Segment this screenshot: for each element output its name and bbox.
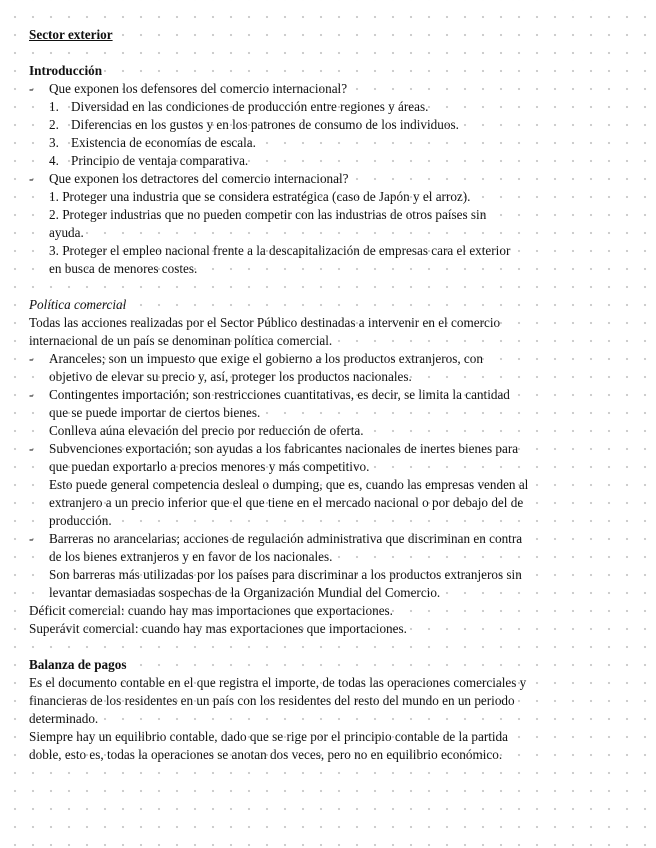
politica-intro: Todas las acciones realizadas por el Sector Público destinadas a intervenir en el comercio — [29, 315, 501, 330]
politica-heading: Política comercial — [29, 297, 127, 312]
politica-intro-cont: internacional de un país se denominan política comercial. — [29, 333, 333, 348]
document-page — [29, 26, 629, 764]
defensores-item — [29, 116, 629, 134]
item-number: 1. — [49, 99, 59, 114]
balanza-paragraph-1-end: determinado. — [29, 711, 99, 726]
item-text: Principio de ventaja comparativa. — [71, 153, 249, 168]
superavit-comercial: Superávit comercial: cuando hay mas exportaciones que importaciones. — [29, 621, 407, 636]
contingentes-item: - Contingentes importación; son restricciones cuantitativas, es decir, se limita la cantidad — [29, 386, 629, 404]
detractores-item-1: 1. Proteger una industria que se considera estratégica (caso de Japón y el arroz). — [49, 189, 471, 204]
intro-heading: Introducción — [29, 63, 103, 78]
aranceles-item-cont: objetivo de elevar su precio y, así, proteger los productos nacionales. — [49, 369, 412, 384]
item-number: 2. — [49, 117, 59, 132]
spacer — [29, 278, 629, 296]
subvenciones-item-note: Esto puede general competencia desleal o dumping, que es, cuando las empresas venden al — [49, 477, 529, 492]
balanza-paragraph-2: Siempre hay un equilibrio contable, dado que se rige por el principio contable de la partida — [29, 729, 508, 744]
intro-question-detractores: - Que exponen los detractores del comercio internacional? — [29, 170, 629, 188]
detractores-item-3: 3. Proteger el empleo nacional frente a la descapitalización de empresas cara el exterior — [49, 243, 511, 258]
detractores-item-2-cont: ayuda. — [49, 225, 84, 240]
spacer — [29, 44, 629, 62]
item-number: 4. — [49, 153, 59, 168]
balanza-heading: Balanza de pagos — [29, 657, 127, 672]
item-text: Diferencias en los gustos y en los patrones de consumo de los individuos. — [71, 117, 459, 132]
document-title: Sector exterior — [29, 27, 113, 42]
barreras-item: - Barreras no arancelarias; acciones de regulación administrativa que discriminan en contra — [29, 530, 629, 548]
detractores-item-3-cont: en busca de menores costes. — [49, 261, 198, 276]
balanza-paragraph-2-cont: doble, esto es, todas la operaciones se anotan dos veces, pero no en equilibrio económico. — [29, 747, 503, 762]
balanza-paragraph-1-cont: financieras de los residentes en un país con los residentes del resto del mundo en un periodo — [29, 693, 515, 708]
subvenciones-item-note-end: producción. — [49, 513, 112, 528]
defensores-item — [29, 98, 629, 116]
barreras-item-cont: de los bienes extranjeros y en favor de los nacionales. — [49, 549, 333, 564]
item-text: Existencia de economías de escala. — [71, 135, 256, 150]
defensores-item — [29, 134, 629, 152]
balanza-paragraph-1: Es el documento contable en el que registra el importe, de todas las operaciones comerciales y — [29, 675, 527, 690]
contingentes-item-note: Conlleva aúna elevación del precio por reducción de oferta. — [49, 423, 364, 438]
defensores-item — [29, 152, 629, 170]
item-number: 3. — [49, 135, 59, 150]
detractores-item-2: 2. Proteger industrias que no pueden competir con las industrias de otros países sin — [49, 207, 487, 222]
intro-question-defensores: - Que exponen los defensores del comercio internacional? — [29, 80, 629, 98]
subvenciones-item-note-cont: extranjero a un precio inferior que el que tiene en el mercado nacional o por debajo del de — [49, 495, 524, 510]
subvenciones-item: - Subvenciones exportación; son ayudas a los fabricantes nacionales de inertes bienes para — [29, 440, 629, 458]
deficit-comercial: Déficit comercial: cuando hay mas importaciones que exportaciones. — [29, 603, 393, 618]
aranceles-item: - Aranceles; son un impuesto que exige el gobierno a los productos extranjeros, con — [29, 350, 629, 368]
spacer — [29, 638, 629, 656]
subvenciones-item-cont: que puedan exportarlo a precios menores y más competitivo. — [49, 459, 370, 474]
contingentes-item-cont: que se puede importar de ciertos bienes. — [49, 405, 261, 420]
barreras-item-note: Son barreras más utilizadas por los países para discriminar a los productos extranjeros sin — [49, 567, 522, 582]
barreras-item-note-cont: levantar demasiadas sospechas de la Organización Mundial del Comercio. — [49, 585, 441, 600]
item-text: Diversidad en las condiciones de producción entre regiones y áreas. — [71, 99, 429, 114]
